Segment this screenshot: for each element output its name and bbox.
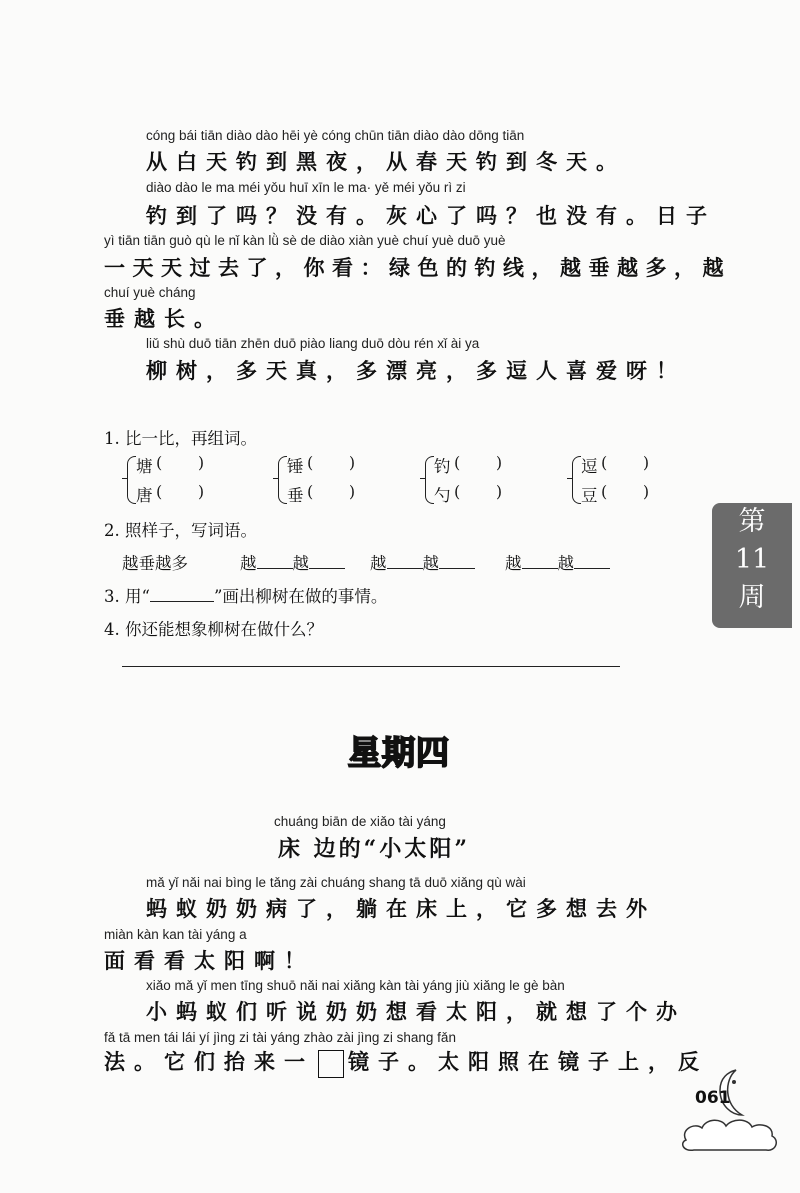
text-line-7: 面看看太阳啊！ bbox=[104, 948, 314, 973]
pinyin-line-5: liǔ shù duō tiān zhēn duō piào liang duō dòu rén xǐ ài ya bbox=[146, 336, 480, 351]
pair-1-bottom: 唐 bbox=[136, 486, 153, 505]
pair-3-top: 钓 bbox=[434, 457, 451, 476]
pair-2-bottom: 垂 bbox=[287, 486, 304, 505]
text-line-8: 小蚂蚁们听说奶奶想看太阳，就想了个办 bbox=[146, 999, 686, 1024]
example-word: 越垂越多 bbox=[122, 554, 188, 573]
text-line-2: 钓到了吗？没有。灰心了吗？也没有。日子 bbox=[146, 203, 716, 228]
passage-title: 床 边的“小太阳” bbox=[278, 836, 470, 862]
question-1: 1. 比一比，再组词。 bbox=[104, 429, 257, 448]
text-line-6: 蚂蚁奶奶病了，躺在床上，它多想去外 bbox=[146, 896, 656, 921]
text-line-5: 柳树，多天真，多漂亮，多逗人喜爱呀！ bbox=[146, 358, 686, 383]
blank-2-top[interactable]: ( ) bbox=[307, 453, 356, 472]
pinyin-line-6: mǎ yǐ nǎi nai bìng le tǎng zài chuáng shang tā duō xiǎng qù wài bbox=[146, 875, 526, 890]
fill-word-1[interactable]: 越 越 bbox=[240, 550, 345, 574]
blank-2-bottom[interactable]: ( ) bbox=[307, 482, 356, 501]
brace-3 bbox=[425, 456, 434, 504]
pair-1-top: 塘 bbox=[136, 457, 153, 476]
blank-3-bottom[interactable]: ( ) bbox=[454, 482, 503, 501]
pair-4-bottom: 豆 bbox=[581, 486, 598, 505]
text-line-3: 一天天过去了，你看：绿色的钓线，越垂越多，越 bbox=[104, 255, 731, 280]
title-pinyin: chuáng biān de xiǎo tài yáng bbox=[274, 814, 446, 829]
blank-1-top[interactable]: ( ) bbox=[156, 453, 205, 472]
page-number: 061 bbox=[695, 1088, 731, 1108]
blank-1-bottom[interactable]: ( ) bbox=[156, 482, 205, 501]
question-4: 4. 你还能想象柳树在做什么？ bbox=[104, 620, 323, 639]
blank-4-bottom[interactable]: ( ) bbox=[601, 482, 650, 501]
pair-2-top: 锤 bbox=[287, 457, 304, 476]
cloud-moon-icon bbox=[676, 1060, 786, 1160]
brace-2 bbox=[278, 456, 287, 504]
question-2: 2. 照样子，写词语。 bbox=[104, 521, 257, 540]
pinyin-line-4: chuí yuè cháng bbox=[104, 285, 196, 300]
pinyin-line-2: diào dào le ma méi yǒu huī xīn le ma· yě méi yǒu rì zi bbox=[146, 180, 466, 195]
pinyin-line-8: xiǎo mǎ yǐ men tīng shuō nǎi nai xiǎng kàn tài yáng jiù xiǎng le gè bàn bbox=[146, 978, 565, 993]
pair-4-top: 逗 bbox=[581, 457, 598, 476]
blank-4-top[interactable]: ( ) bbox=[601, 453, 650, 472]
answer-line[interactable] bbox=[122, 666, 620, 667]
brace-1 bbox=[127, 456, 136, 504]
pinyin-line-7: miàn kàn kan tài yáng a bbox=[104, 927, 247, 942]
question-3: 3. 用“ ”画出柳树在做的事情。 bbox=[104, 587, 388, 606]
pinyin-line-3: yì tiān tiān guò qù le nǐ kàn lǜ sè de diào xiàn yuè chuí yuè duō yuè bbox=[104, 233, 506, 248]
pinyin-line-1: cóng bái tiān diào dào hēi yè cóng chūn tiān diào dào dōng tiān bbox=[146, 128, 525, 143]
text-line-4: 垂越长。 bbox=[104, 306, 224, 331]
text-line-9: 法。它们抬来一 镜子。太阳照在镜子上，反 bbox=[104, 1046, 708, 1078]
pinyin-line-9: fǎ tā men tái lái yí jìng zi tài yáng zhào zài jìng zi shang fǎn bbox=[104, 1030, 456, 1045]
fill-box[interactable] bbox=[318, 1050, 344, 1078]
pair-3-bottom: 勺 bbox=[434, 486, 451, 505]
brace-4 bbox=[572, 456, 581, 504]
fill-word-3[interactable]: 越 越 bbox=[505, 550, 610, 574]
text-line-1: 从白天钓到黑夜，从春天钓到冬天。 bbox=[146, 149, 626, 174]
blank-3-top[interactable]: ( ) bbox=[454, 453, 503, 472]
fill-word-2[interactable]: 越 越 bbox=[370, 550, 475, 574]
week-tab: 第 11 周 bbox=[712, 503, 792, 628]
underline-sample bbox=[150, 589, 214, 602]
day-heading: 星期四 bbox=[348, 733, 450, 772]
